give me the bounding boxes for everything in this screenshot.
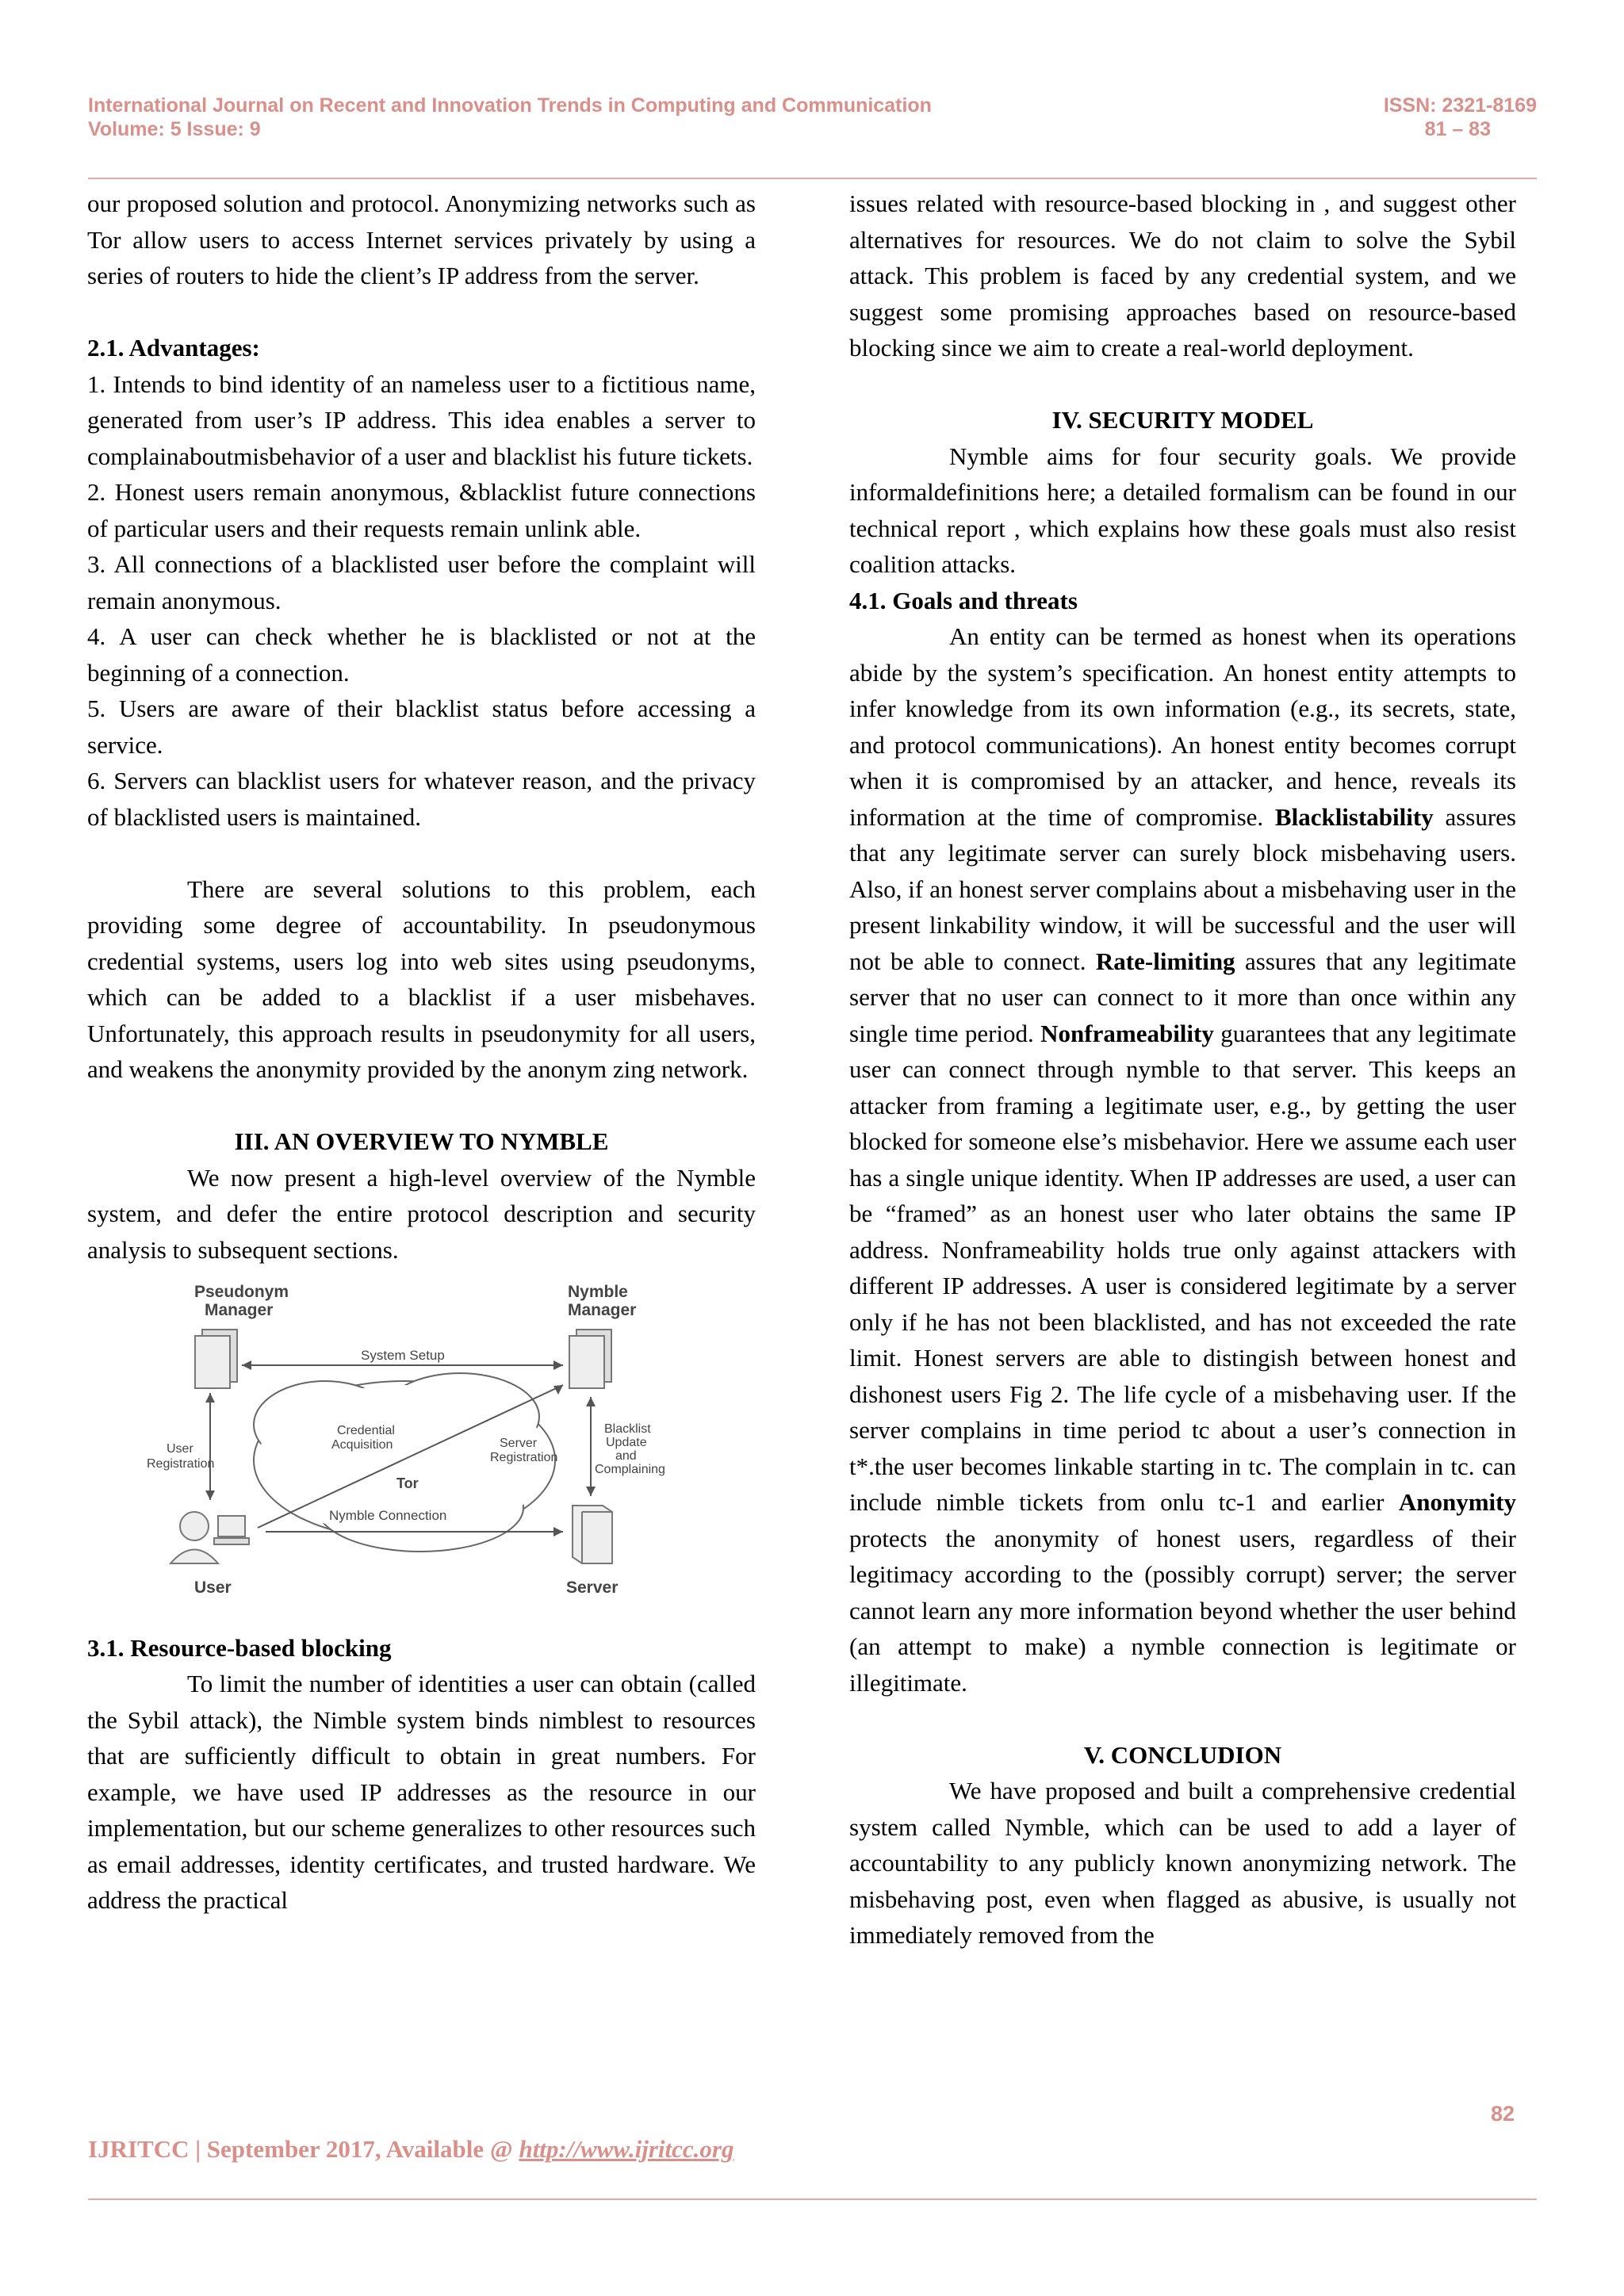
nymble-manager-icon (569, 1330, 611, 1388)
fig-blacklist-3: and (615, 1449, 637, 1463)
fig-server-registration-1: Server (500, 1437, 538, 1450)
section41-paragraph: An entity can be termed as honest when its operations abide by the system’s specification. An honest entity attempts to infer knowledge from its own information (e.g., its secrets, state, and protocol communications). An honest entity becomes corrupt when it is compromised by an attacker, and hence, reveals its information at the time of compromise. Blacklistability assures that any legitimate server can surely block misbehaving users. Also, if an honest server complains about a misbehaving user in the present linkability window, it will be successful and the user will not be able to connect. Rate-limiting assures that any legitimate server that no user can connect to it more than once within any single time period. Nonframeability guarantees that any legitimate user can connect through nymble to that server. This keeps an attacker from framing a legitimate user, e.g., by getting the user blocked for someone else’s misbehavior. Here we assume each user has a single unique identity. When IP addresses are used, a user can be “framed” as an honest user who later obtains the same IP address. Nonframeability holds true only against attackers with different IP addresses. A user is considered legitimate by a server only if he has not been blacklisted, and has not exceeded the rate limit. Honest servers are able to distingish between honest and dishonest users Fig 2. The life cycle of a misbehaving user. If the server complains in time period tc about a user’s connection in t*.the user becomes linkable starting in tc. The complain in tc. can include nimble tickets from onlu tc-1 and earlier Anonymity protects the anonymity of honest users, regardless of their legitimacy according to the (possibly corrupt) server; the server cannot learn any more information beyond whether the user behind (an attempt to make) a nymble connection is legitimate or illegitimate. (849, 622, 1517, 1697)
fig-user-label: User (194, 1578, 232, 1597)
fig-user-registration-1: User (167, 1442, 193, 1456)
volume-issue: Volume: 5 Issue: 9 (88, 118, 261, 140)
section31-paragraph: To limit the number of identities a user can obtain (called the Sybil attack), the Nimble system binds nimblest to resources that are sufficiently difficult to obtain in great numbers. For example, we have used IP addresses as the resource in our implementation, but our scheme generalizes to other resources such as email addresses, identity certificates, and trusted hardware. We address the practical (87, 1670, 756, 1914)
fig-nymble-connection: Nymble Connection (329, 1508, 447, 1523)
fig-server-registration-2: Registration (490, 1451, 558, 1464)
footer-link[interactable]: http://www.ijritcc.org (519, 2135, 734, 2163)
fig-nymble-label-2: Manager (568, 1301, 637, 1319)
section3-paragraph: We now present a high-level overview of the Nymble system, and defer the entire protocol description and security analysis to subsequent sections. (87, 1163, 756, 1264)
fig-pseudonym-label-2: Manager (205, 1301, 274, 1319)
fig-pseudonym-label-1: Pseudonym (194, 1283, 289, 1301)
intro-paragraph: our proposed solution and protocol. Anonymizing networks such as Tor allow users to access Internet services privately by using a series of routers to hide the client’s IP address from the server. (87, 189, 756, 289)
advantage-item: 6. Servers can blacklist users for whatever reason, and the privacy of blacklisted users is maintained. (87, 767, 756, 831)
fig-credential-1: Credential (337, 1424, 395, 1437)
fig-blacklist-1: Blacklist (604, 1422, 651, 1436)
nymble-system-figure (87, 1274, 756, 1609)
section4-heading: IV. SECURITY MODEL (1051, 406, 1314, 434)
advantages-heading: 2.1. Advantages: (87, 334, 260, 362)
footer-rule (88, 2198, 1537, 2200)
fig-blacklist-2: Update (606, 1436, 647, 1449)
header-rule (88, 178, 1537, 179)
page-header (88, 94, 1537, 141)
advantage-item: 2. Honest users remain anonymous, &blacklist future connections of particular users and their requests remain unlink able. (87, 478, 756, 542)
continued-paragraph: issues related with resource-based blocking in , and suggest other alternatives for resources. We do not claim to solve the Sybil attack. This problem is faced by any credential system, and we suggest some promising approaches based on resource-based blocking since we aim to create a real-world deployment. (849, 189, 1516, 362)
fig-nymble-label-1: Nymble (568, 1283, 628, 1301)
pseudonym-manager-icon (195, 1330, 237, 1388)
term-rate-limiting: Rate-limiting (1095, 947, 1235, 975)
term-blacklistability: Blacklistability (1274, 802, 1434, 831)
term-nonframeability: Nonframeability (1040, 1019, 1214, 1047)
fig-blacklist-4: Complaining (595, 1463, 665, 1476)
solutions-paragraph: There are several solutions to this problem, each providing some degree of accountability. In pseudonymous credential systems, users log into web sites using pseudonyms, which can be added to a blacklist if a user misbehaves. Unfortunately, this approach results in pseudonymity for all users, and weakens the anonymity provided by the anonym zing network. (87, 874, 756, 1083)
left-column (87, 186, 756, 1919)
fig-tor-label: Tor (396, 1475, 419, 1491)
issn: ISSN: 2321-8169 (1383, 94, 1537, 117)
fig-credential-2: Acquisition (331, 1438, 393, 1452)
term-anonymity: Anonymity (1398, 1488, 1516, 1516)
footer (88, 2135, 733, 2164)
user-icon (170, 1512, 249, 1563)
footer-text: IJRITCC | September 2017, Available @ (88, 2135, 519, 2163)
advantage-item: 4. A user can check whether he is blacklisted or not at the beginning of a connection. (87, 622, 756, 687)
section3-heading: III. AN OVERVIEW TO NYMBLE (234, 1127, 609, 1155)
advantage-item: 5. Users are aware of their blacklist status before accessing a service. (87, 695, 756, 759)
section5-paragraph: We have proposed and built a comprehensive credential system called Nymble, which can be used to add a layer of accountability to any publicly known anonymizing network. The misbehaving post, even when flagged as abusive, is usually not immediately removed from the (849, 1777, 1516, 1949)
fig-user-registration-2: Registration (147, 1457, 215, 1471)
section31-heading: 3.1. Resource-based blocking (87, 1633, 392, 1662)
journal-title: International Journal on Recent and Innovation Trends in Computing and Communication (88, 94, 932, 117)
section41-heading: 4.1. Goals and threats (849, 586, 1078, 614)
section4-paragraph: Nymble aims for four security goals. We provide informaldefinitions here; a detailed formalism can be found in our technical report , which explains how these goals must also resist coalition attacks. (849, 442, 1516, 578)
advantage-item: 1. Intends to bind identity of an nameless user to a fictitious name, generated from user’s IP address. This idea enables a server to complainaboutmisbehavior of a user and blacklist his future tickets. (87, 369, 756, 470)
right-column (849, 186, 1516, 1954)
page-range: 81 – 83 (1424, 118, 1491, 140)
fig-server-label: Server (566, 1578, 619, 1597)
advantage-item: 3. All connections of a blacklisted user before the complaint will remain anonymous. (87, 550, 756, 614)
fig-system-setup: System Setup (361, 1348, 445, 1363)
server-icon (573, 1506, 612, 1563)
page-number: 82 (1490, 2102, 1515, 2126)
section5-heading: V. CONCLUDION (1083, 1740, 1282, 1769)
